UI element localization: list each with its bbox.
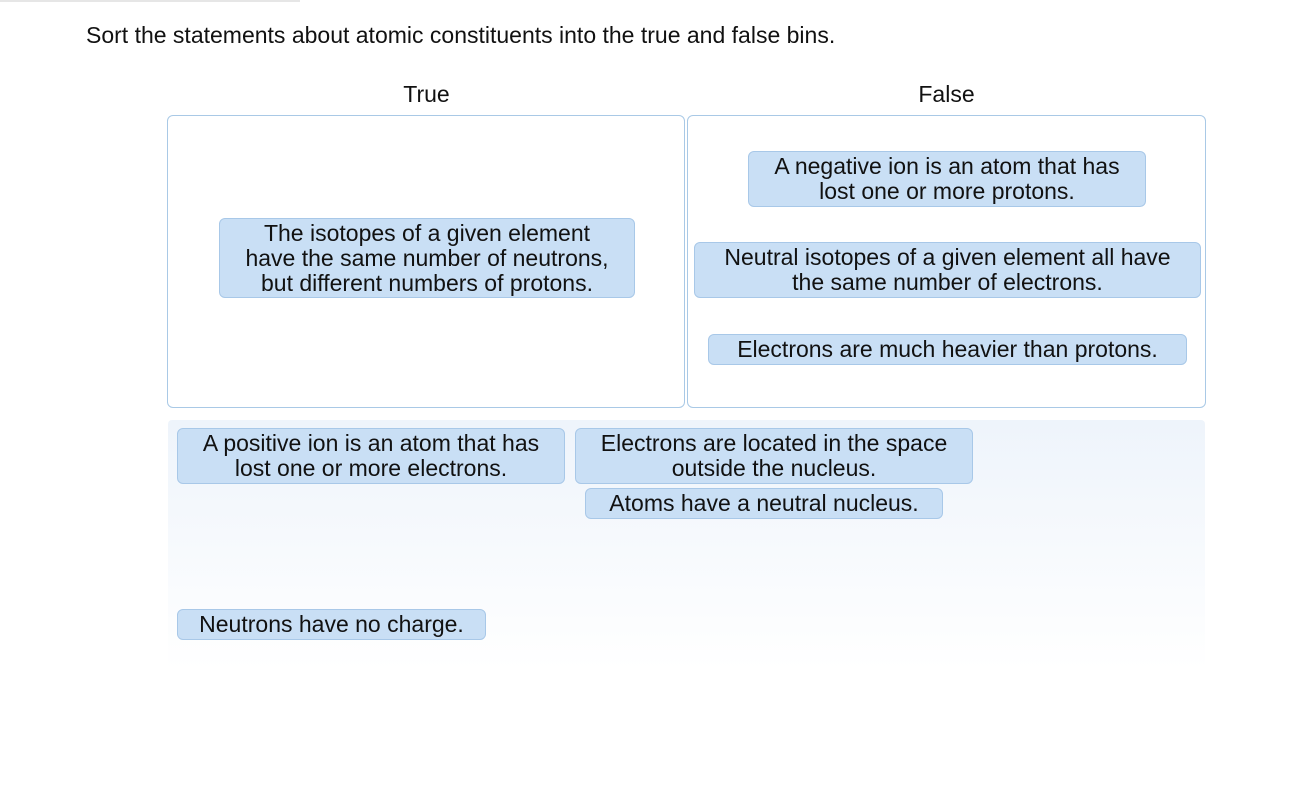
statement-chip-neutrons-no-charge[interactable]: Neutrons have no charge. <box>177 609 486 640</box>
statement-chip-electrons-outside-nucleus[interactable]: Electrons are located in the space outside the nucleus. <box>575 428 973 484</box>
true-bin-label: True <box>403 81 450 107</box>
false-bin-label: False <box>918 81 975 107</box>
false-bin[interactable] <box>687 115 1206 408</box>
instruction-text: Sort the statements about atomic constituents into the true and false bins. <box>86 22 836 48</box>
statement-chip-positive-ion[interactable]: A positive ion is an atom that has lost one or more electrons. <box>177 428 565 484</box>
top-divider <box>0 0 300 2</box>
statement-chip-isotopes-same-neutrons[interactable]: The isotopes of a given element have the same number of neutrons, but different numbers of protons. <box>219 218 635 298</box>
statement-chip-neutral-isotopes[interactable]: Neutral isotopes of a given element all have the same number of electrons. <box>694 242 1201 298</box>
statement-chip-neutral-nucleus[interactable]: Atoms have a neutral nucleus. <box>585 488 943 519</box>
true-bin[interactable] <box>167 115 685 408</box>
statement-chip-negative-ion[interactable]: A negative ion is an atom that has lost one or more protons. <box>748 151 1146 207</box>
statement-chip-electrons-heavier[interactable]: Electrons are much heavier than protons. <box>708 334 1187 365</box>
